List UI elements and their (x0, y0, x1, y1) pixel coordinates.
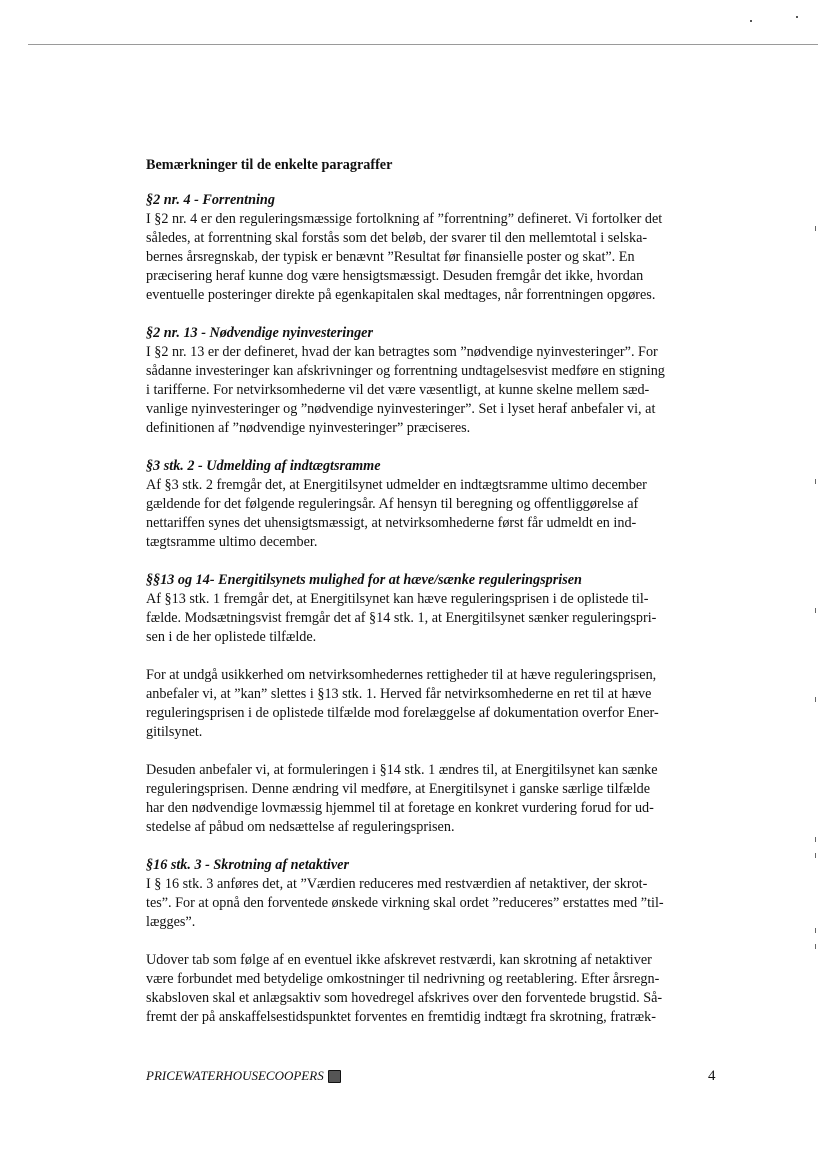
paragraph: Udover tab som følge af en eventuel ikke afskrevet restværdi, kan skrotning af netaktiver være forbundet med betydelige omkostninger til nedrivning og reetablering. Efter årsregn- skabsloven skal et anlægsaktiv som hovedregel afskrives over den forventede brugstid. Så- fremt der på anskaffelsestidspunktet forventes en fremtidig indtægt fra skrotning, fratræk- (146, 952, 663, 1025)
scan-speck (815, 853, 816, 858)
section-heading: §16 stk. 3 - Skrotning af netaktiver (146, 857, 349, 873)
pwc-logo (146, 1068, 341, 1084)
paragraph: Af §3 stk. 2 fremgår det, at Energitilsynet udmelder en indtægtsramme ultimo december gældende for det følgende reguleringsår. Af hensyn til beregning og offentliggørelse af nettariffen synes det uhensigtsmæssigt, at netvirksomhederne først får udmeldt en ind- tægtsramme ultimo december. (146, 477, 647, 550)
logo-wordmark: PRICEWATERHOUSECOOPERS (146, 1068, 324, 1083)
scan-speck (750, 20, 752, 22)
paragraph: I §2 nr. 13 er der defineret, hvad der kan betragtes som ”nødvendige nyinvesteringer”. For sådanne investeringer kan afskrivninger og forrentning undtagelsesvist medføre en stigning i tarifferne. For netvirksomhederne vil det være væsentligt, at kunne skelne mellem sæd- vanlige nyinvesteringer og ”nødvendige nyinvesteringer”. Set i lyset heraf anbefaler vi, at definitionen af ”nødvendige nyinvesteringer” præciseres. (146, 344, 665, 436)
scan-speck (815, 226, 816, 231)
section-forrentning (146, 191, 730, 305)
section-indtaegtsramme (146, 457, 730, 552)
scan-speck (815, 479, 816, 484)
document-body (146, 156, 730, 1046)
section-heading: §2 nr. 13 - Nødvendige nyinvesteringer (146, 325, 373, 341)
scan-top-rule (28, 44, 818, 45)
section-heading: §2 nr. 4 - Forrentning (146, 192, 275, 208)
paragraph: Af §13 stk. 1 fremgår det, at Energitilsynet kan hæve reguleringsprisen i de oplistede til- fælde. Modsætningsvist fremgår det af §14 stk. 1, at Energitilsynet sænker reguleringspri- sen i de her oplistede tilfælde. (146, 591, 657, 645)
scan-speck (815, 928, 816, 933)
section-heading: §§13 og 14- Energitilsynets mulighed for at hæve/sænke reguleringsprisen (146, 572, 582, 588)
section-nyinvesteringer (146, 324, 730, 438)
paragraph: I § 16 stk. 3 anføres det, at ”Værdien reduceres med restværdien af netaktiver, der skrot- tes”. For at opnå den forventede ønskede virkning skal ordet ”reduceres” erstattes med ”til- lægges”. (146, 876, 664, 930)
paragraph: Desuden anbefaler vi, at formuleringen i §14 stk. 1 ændres til, at Energitilsynet kan sænke reguleringsprisen. Denne ændring vil medføre, at Energitilsynet i ganske særlige tilfælde har den nødvendige lovmæssig hjemmel til at foretage en konkret vurdering forud for ud- stedelse af påbud om nedsættelse af reguleringsprisen. (146, 762, 658, 835)
logo-mark-icon (328, 1070, 341, 1083)
scan-speck (815, 944, 816, 949)
scan-speck (815, 837, 816, 842)
scan-speck (796, 16, 798, 18)
scan-speck (815, 608, 816, 613)
paragraph: For at undgå usikkerhed om netvirksomhedernes rettigheder til at hæve reguleringsprisen, anbefaler vi, at ”kan” slettes i §13 stk. 1. Herved får netvirksomhederne en ret til at hæve reguleringsprisen i de oplistede tilfælde mod forelæggelse af dokumentation overfor Ener- gitilsynet. (146, 667, 659, 740)
page-number: 4 (708, 1068, 716, 1084)
scan-speck (815, 697, 816, 702)
paragraph: I §2 nr. 4 er den reguleringsmæssige fortolkning af ”forrentning” defineret. Vi fortolker det således, at forrentning skal forstås som det beløb, der svarer til den mellemtotal i selska- bernes årsregnskab, der typisk er benævnt ”Resultat før finansielle poster og skat”. En præcisering heraf kunne dog være hensigtsmæssigt. Desuden fremgår det ikke, hvordan eventuelle posteringer direkte på egenkapitalen skal medtages, når forrentningen opgøres. (146, 211, 663, 303)
section-reguleringsprisen (146, 571, 730, 837)
section-heading: §3 stk. 2 - Udmelding af indtægtsramme (146, 458, 381, 474)
section-skrotning (146, 856, 730, 1027)
page-title: Bemærkninger til de enkelte paragraffer (146, 157, 393, 173)
